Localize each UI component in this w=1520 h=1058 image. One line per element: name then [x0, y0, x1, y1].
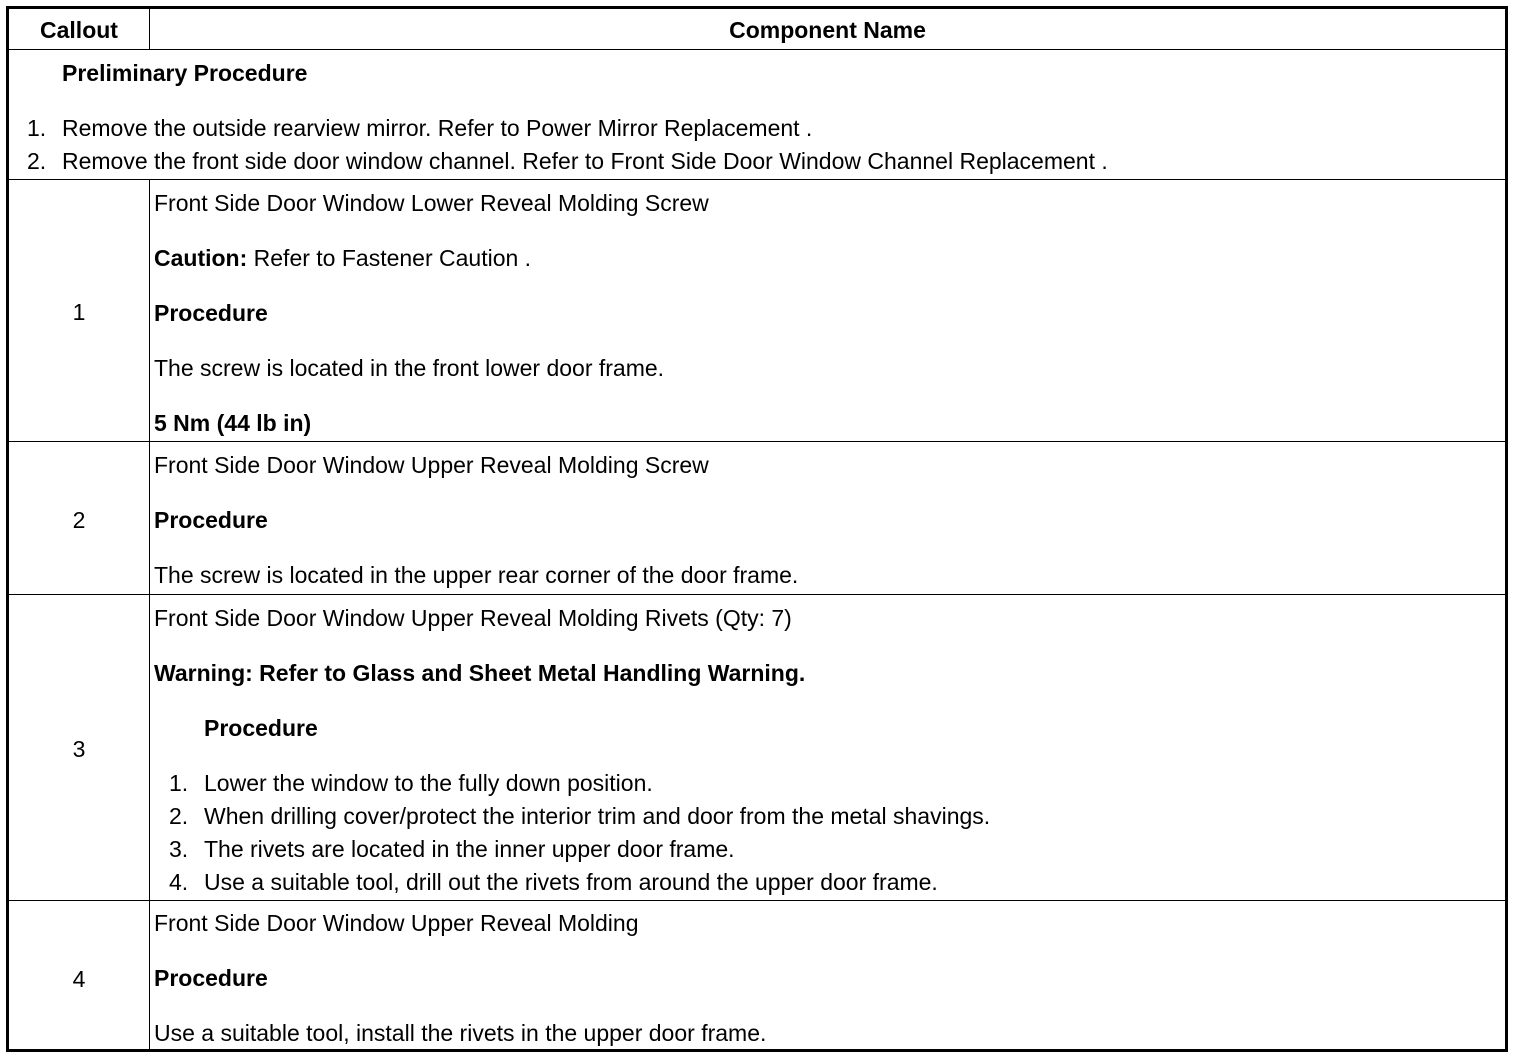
procedure-step-num: 1. [169, 770, 189, 796]
row-divider [9, 594, 1505, 595]
callout-number: 3 [72, 736, 86, 762]
procedure-title: Procedure [154, 965, 268, 991]
procedure-title: Procedure [154, 300, 268, 326]
column-divider-rows [149, 179, 150, 1052]
preliminary-step-num: 1. [27, 115, 47, 141]
procedure-table [6, 6, 1508, 1052]
row-divider [9, 179, 1505, 180]
preliminary-step-text: Remove the front side door window channel. Refer to Front Side Door Window Channel Replacement . [62, 148, 1108, 174]
torque-spec: 5 Nm (44 lb in) [154, 410, 312, 436]
caution-label: Caution: [154, 245, 248, 271]
procedure-title: Procedure [154, 507, 268, 533]
procedure-title: Procedure [204, 715, 318, 741]
row-divider [9, 900, 1505, 901]
procedure-step-num: 4. [169, 869, 189, 895]
procedure-step-text: The rivets are located in the inner upper door frame. [204, 836, 735, 862]
preliminary-step-num: 2. [27, 148, 47, 174]
preliminary-step-text: Remove the outside rearview mirror. Refer to Power Mirror Replacement . [62, 115, 813, 141]
row-divider [9, 49, 1505, 50]
warning-note: Warning: Refer to Glass and Sheet Metal Handling Warning. [154, 660, 806, 686]
procedure-step-text: When drilling cover/protect the interior trim and door from the metal shavings. [204, 803, 991, 829]
procedure-step-text: Use a suitable tool, drill out the rivets from around the upper door frame. [204, 869, 938, 895]
caution-text: Refer to Fastener Caution . [247, 245, 532, 271]
procedure-step-num: 3. [169, 836, 189, 862]
caution-note [154, 245, 531, 271]
component-name: Front Side Door Window Lower Reveal Molding Screw [154, 190, 709, 216]
procedure-text: Use a suitable tool, install the rivets in the upper door frame. [154, 1020, 767, 1046]
row-divider [9, 441, 1505, 442]
procedure-step-num: 2. [169, 803, 189, 829]
preliminary-title: Preliminary Procedure [62, 60, 308, 86]
header-component-name: Component Name [729, 17, 926, 43]
component-name: Front Side Door Window Upper Reveal Molding Screw [154, 452, 709, 478]
procedure-text: The screw is located in the front lower door frame. [154, 355, 665, 381]
callout-number: 4 [72, 966, 86, 992]
header-callout: Callout [40, 17, 118, 43]
callout-number: 2 [72, 507, 86, 533]
callout-number: 1 [72, 299, 86, 325]
procedure-step-text: Lower the window to the fully down position. [204, 770, 653, 796]
procedure-text: The screw is located in the upper rear corner of the door frame. [154, 562, 799, 588]
component-name: Front Side Door Window Upper Reveal Molding [154, 910, 639, 936]
component-name: Front Side Door Window Upper Reveal Molding Rivets (Qty: 7) [154, 605, 792, 631]
